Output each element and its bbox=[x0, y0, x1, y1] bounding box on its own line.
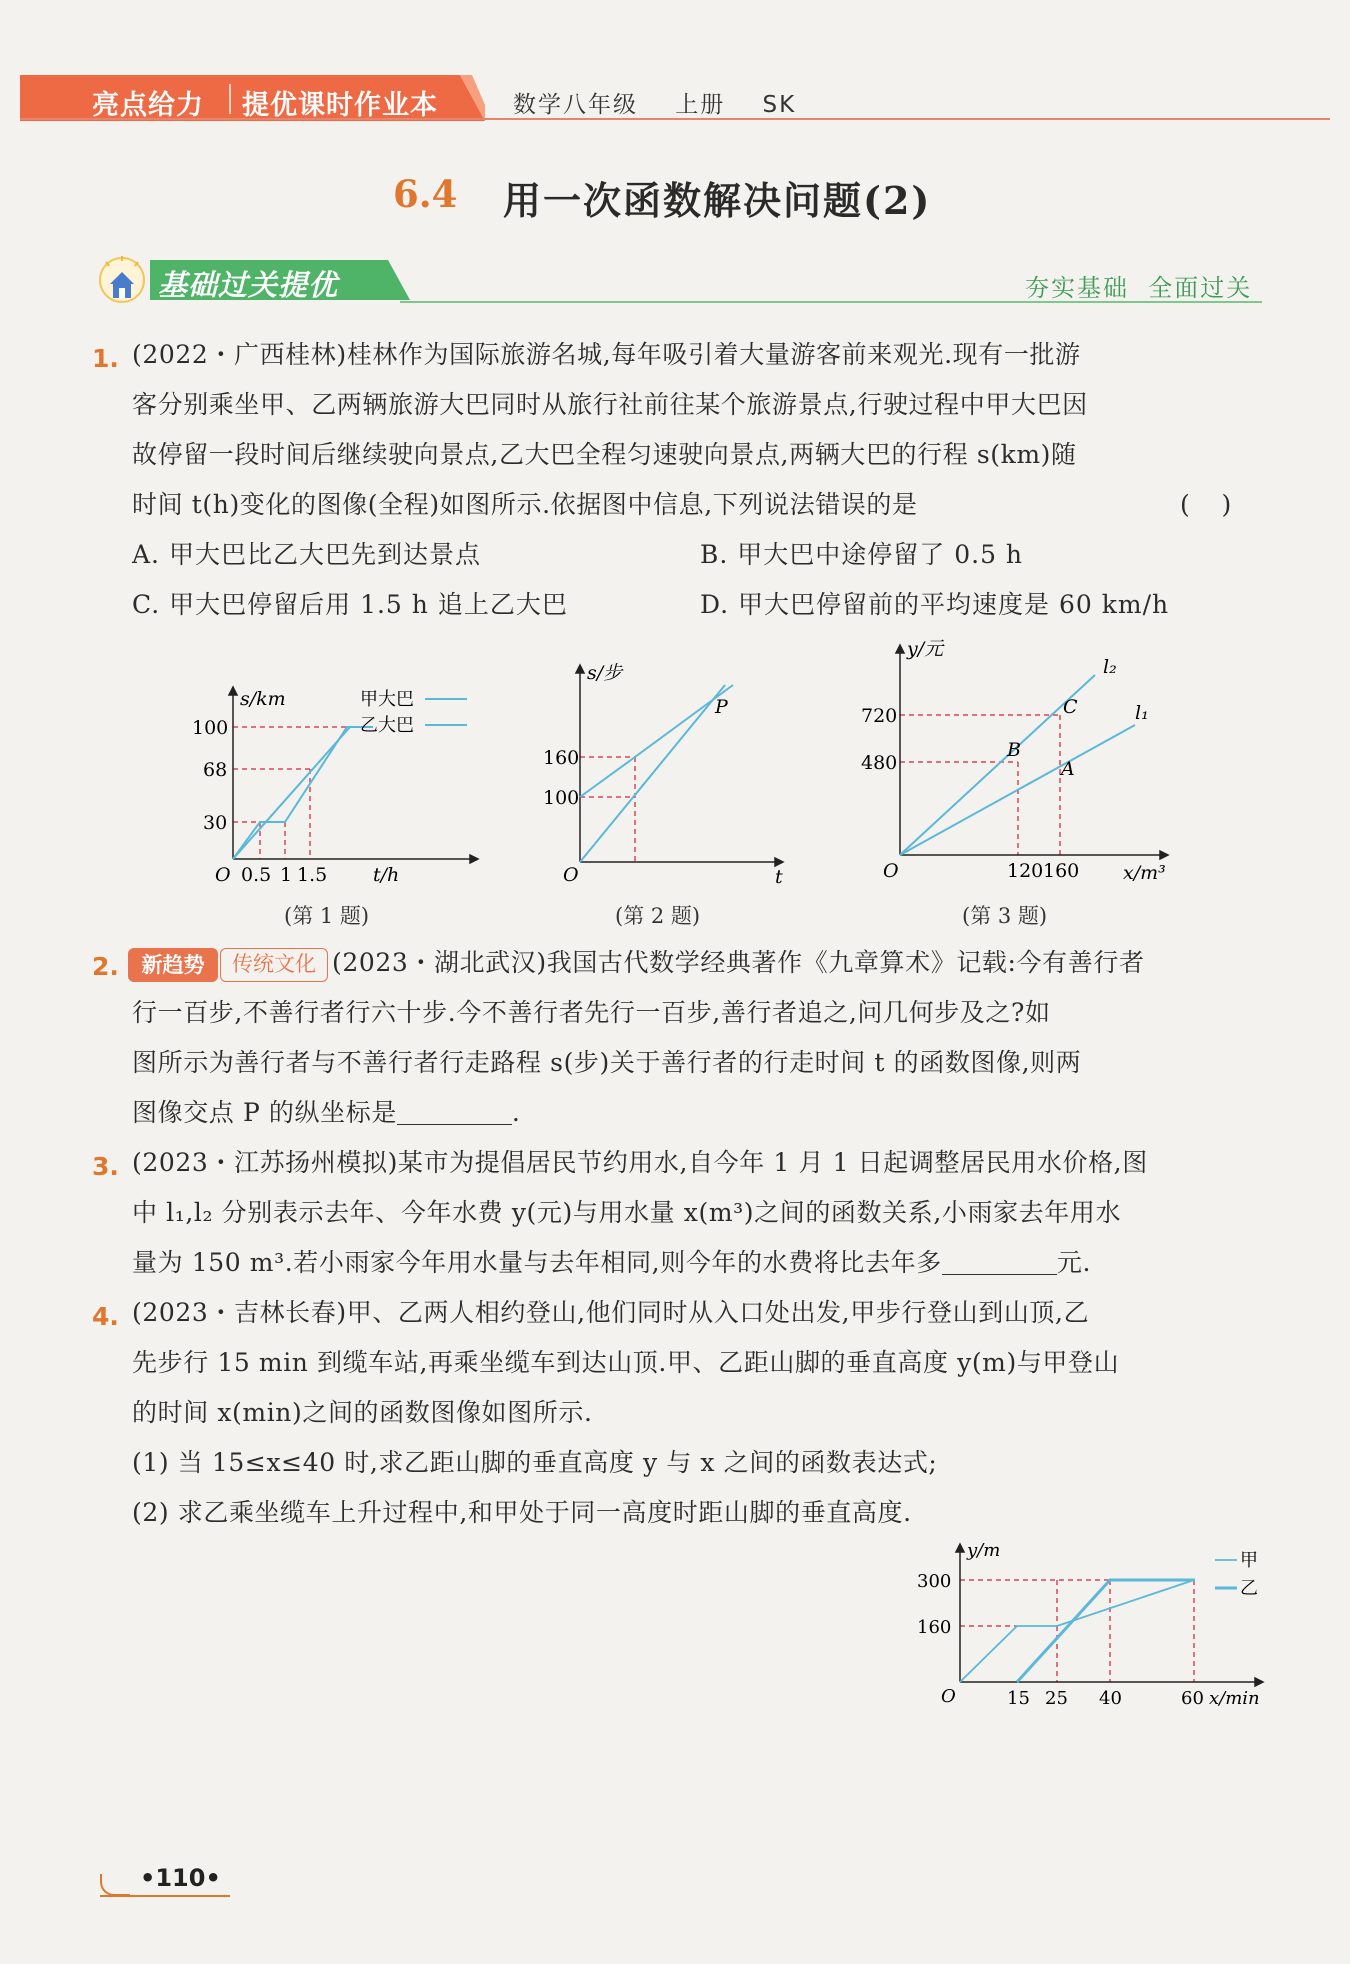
header-series: 提优课时作业本 bbox=[242, 90, 438, 121]
page-number: •110• bbox=[140, 1864, 221, 1892]
fig4-ylabel: y/m bbox=[967, 1540, 1001, 1561]
q4-sub-2: (2) 求乙乘坐缆车上升过程中,和甲处于同一高度时距山脚的垂直高度. bbox=[132, 1498, 912, 1527]
q1-answer-paren: ( ) bbox=[1180, 490, 1232, 519]
q4-line-2: 先步行 15 min 到缆车站,再乘坐缆车到达山顶.甲、乙距山脚的垂直高度 y(m)与甲登山 bbox=[132, 1348, 1120, 1377]
q1-line-3: 故停留一段时间后继续驶向景点,乙大巴全程匀速驶向景点,两辆大巴的行程 s(km)随 bbox=[132, 440, 1077, 469]
fig3-point-a: A bbox=[1061, 758, 1075, 780]
fig1-xtick-1.5: 1.5 bbox=[297, 864, 328, 886]
fig3-point-b: B bbox=[1007, 739, 1021, 761]
fig1-ytick-68: 68 bbox=[203, 759, 228, 781]
fig4-xtick-60: 60 bbox=[1181, 1688, 1204, 1709]
fig4-xtick-25: 25 bbox=[1045, 1688, 1068, 1709]
q2-last-text: 图像交点 P 的纵坐标是 bbox=[132, 1098, 397, 1127]
q3-line-3 bbox=[132, 1248, 1091, 1278]
section-label: 基础过关提优 bbox=[158, 268, 339, 302]
fig2-point-p: P bbox=[715, 696, 728, 718]
q4-sub-1: (1) 当 15≤x≤40 时,求乙距山脚的垂直高度 y 与 x 之间的函数表达式; bbox=[132, 1448, 938, 1477]
q3-line-2: 中 l₁,l₂ 分别表示去年、今年水费 y(元)与用水量 x(m³)之间的函数关系,小雨家去年用水 bbox=[132, 1198, 1122, 1227]
fig3-ylabel: y/元 bbox=[907, 638, 944, 660]
fig4-origin: O bbox=[941, 1686, 956, 1707]
fig4-ytick-160: 160 bbox=[917, 1617, 952, 1638]
question-3-number: 3. bbox=[92, 1152, 119, 1181]
footer-rule bbox=[100, 1895, 230, 1897]
fig1-ytick-100: 100 bbox=[192, 717, 229, 739]
fig3-xlabel: x/m³ bbox=[1123, 862, 1166, 884]
fig1-origin: O bbox=[215, 864, 231, 886]
fig2-ylabel: s/步 bbox=[587, 662, 623, 684]
q2-end: . bbox=[511, 1098, 521, 1127]
fig1-legend-jia: 甲大巴 bbox=[360, 689, 414, 710]
fig4-legend-yi: 乙 bbox=[1240, 1578, 1258, 1599]
question-2-number: 2. bbox=[92, 952, 119, 981]
fig1-legend-yi: 乙大巴 bbox=[360, 715, 414, 736]
figure-2 bbox=[535, 655, 795, 890]
q4-line-3: 的时间 x(min)之间的函数图像如图所示. bbox=[132, 1398, 593, 1427]
figure-4 bbox=[915, 1540, 1275, 1715]
fig2-ytick-160: 160 bbox=[543, 747, 580, 769]
tag-new-trend: 新趋势 bbox=[128, 948, 218, 982]
figure-1 bbox=[185, 675, 485, 890]
q3-last-text: 量为 150 m³.若小雨家今年用水量与去年相同,则今年的水费将比去年多 bbox=[132, 1248, 942, 1277]
fig3-ytick-720: 720 bbox=[861, 705, 898, 727]
fig4-ytick-300: 300 bbox=[917, 1571, 952, 1592]
page-title: 用一次函数解决问题(2) bbox=[503, 178, 932, 223]
section-number: 6.4 bbox=[393, 172, 458, 216]
fig2-xlabel: t bbox=[775, 866, 783, 888]
q2-line-3: 图所示为善行者与不善行者行走路程 s(步)关于善行者的行走时间 t 的函数图像,则两 bbox=[132, 1048, 1082, 1077]
fig3-xtick-160: 160 bbox=[1043, 860, 1080, 882]
q2-line-4 bbox=[132, 1098, 520, 1128]
fig4-xlabel: x/min bbox=[1209, 1688, 1260, 1709]
fig3-ytick-480: 480 bbox=[861, 752, 898, 774]
q2-answer-blank[interactable] bbox=[397, 1099, 512, 1125]
q1-option-d: D. 甲大巴停留前的平均速度是 60 km/h bbox=[700, 590, 1170, 619]
q3-end: 元. bbox=[1056, 1248, 1091, 1277]
fig3-line-l1: l₁ bbox=[1135, 702, 1149, 724]
header-brand: 亮点给力 bbox=[92, 90, 204, 121]
fig1-xlabel: t/h bbox=[373, 864, 400, 886]
tag-traditional-culture: 传统文化 bbox=[220, 948, 328, 982]
q1-line-1: (2022・广西桂林)桂林作为国际旅游名城,每年吸引着大量游客前来观光.现有一批游 bbox=[132, 340, 1081, 369]
q1-line-2: 客分别乘坐甲、乙两辆旅游大巴同时从旅行社前往某个旅游景点,行驶过程中甲大巴因 bbox=[132, 390, 1088, 419]
q1-option-b: B. 甲大巴中途停留了 0.5 h bbox=[700, 540, 1024, 569]
fig2-ytick-100: 100 bbox=[543, 787, 580, 809]
fig4-xtick-15: 15 bbox=[1007, 1688, 1030, 1709]
fig1-caption: (第 1 题) bbox=[284, 904, 370, 928]
q1-option-a: A. 甲大巴比乙大巴先到达景点 bbox=[132, 540, 481, 569]
fig3-origin: O bbox=[883, 860, 899, 882]
q1-line-4: 时间 t(h)变化的图像(全程)如图所示.依据图中信息,下列说法错误的是 bbox=[132, 490, 918, 519]
header-book-info: 数学八年级 上册 SK bbox=[513, 92, 797, 118]
q2-line-1: (2023・湖北武汉)我国古代数学经典著作《九章算术》记载:今有善行者 bbox=[332, 948, 1145, 977]
fig2-origin: O bbox=[563, 864, 579, 886]
fig3-line-l2: l₂ bbox=[1103, 656, 1117, 678]
q2-line-2: 行一百步,不善行者行六十步.今不善行者先行一百步,善行者追之,问几何步及之?如 bbox=[132, 998, 1051, 1027]
section-slogan: 夯实基础 全面过关 bbox=[1025, 274, 1253, 302]
question-4-number: 4. bbox=[92, 1302, 119, 1331]
q1-option-c: C. 甲大巴停留后用 1.5 h 追上乙大巴 bbox=[132, 590, 568, 619]
footer-ornament bbox=[100, 1874, 130, 1896]
fig1-xtick-1: 1 bbox=[280, 864, 293, 886]
header-separator bbox=[229, 84, 231, 114]
fig4-xtick-40: 40 bbox=[1099, 1688, 1122, 1709]
fig3-point-c: C bbox=[1063, 696, 1078, 718]
fig1-xtick-0.5: 0.5 bbox=[241, 864, 272, 886]
fig3-xtick-120: 120 bbox=[1007, 860, 1044, 882]
figure-3 bbox=[855, 635, 1175, 890]
fig1-ylabel: s/km bbox=[240, 688, 286, 710]
fig1-ytick-30: 30 bbox=[203, 812, 228, 834]
fig2-caption: (第 2 题) bbox=[615, 904, 701, 928]
q3-line-1: (2023・江苏扬州模拟)某市为提倡居民节约用水,自今年 1 月 1 日起调整居民用水价格,图 bbox=[132, 1148, 1148, 1177]
fig4-legend-jia: 甲 bbox=[1240, 1550, 1258, 1571]
q4-line-1: (2023・吉林长春)甲、乙两人相约登山,他们同时从入口处出发,甲步行登山到山顶,乙 bbox=[132, 1298, 1090, 1327]
fig3-caption: (第 3 题) bbox=[962, 904, 1048, 928]
question-1-number: 1. bbox=[92, 344, 119, 373]
q3-answer-blank[interactable] bbox=[942, 1249, 1057, 1275]
